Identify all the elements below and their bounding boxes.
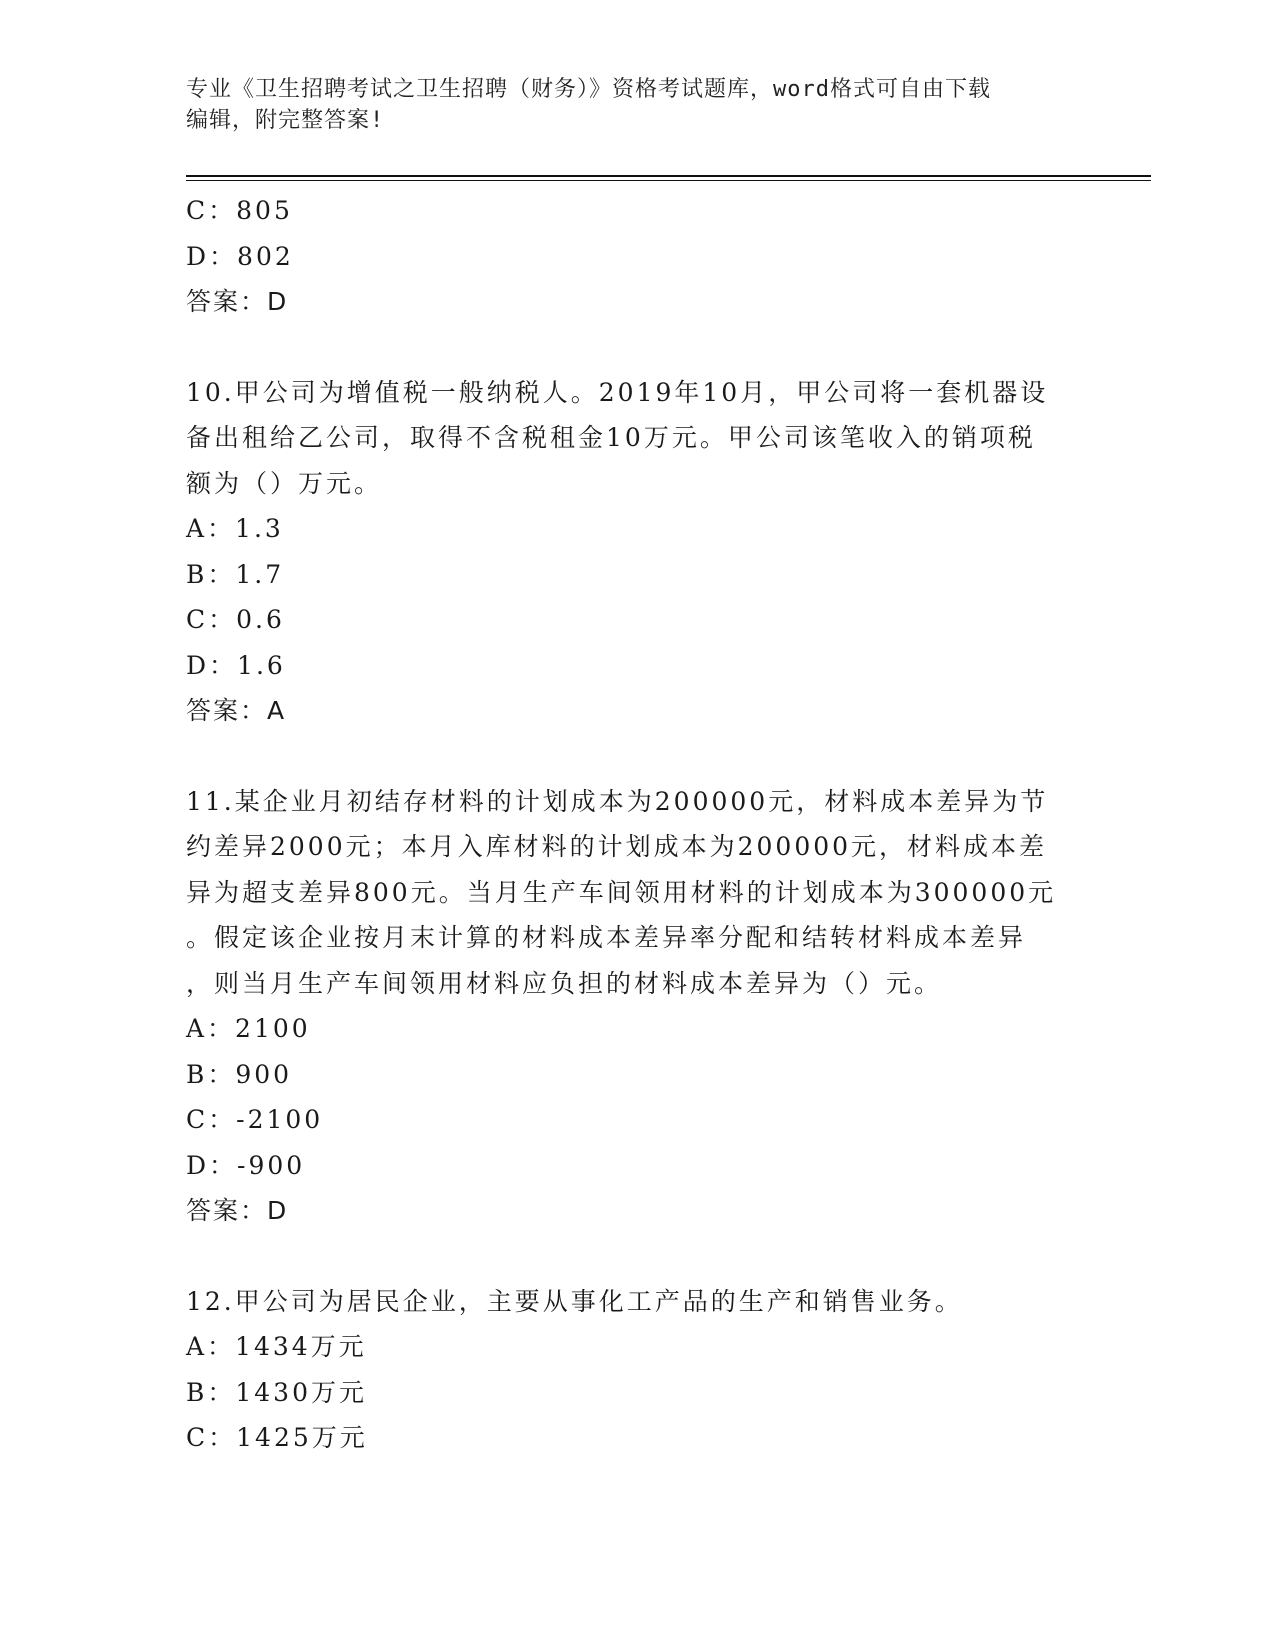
header-line-1: 专业《卫生招聘考试之卫生招聘（财务）》资格考试题库，word格式可自由下载 [186,77,991,102]
question-list [186,188,1076,1461]
question-text: 11.某企业月初结存材料的计划成本为200000元，材料成本差异为节 [186,786,1049,816]
answer: 答案：D [186,287,289,316]
header-divider-thick [186,175,1151,177]
option-b: B：1.7 [186,559,285,589]
question-text: 12.甲公司为居民企业，主要从事化工产品的生产和销售业务。 [186,1286,963,1316]
question-text: 10.甲公司为增值税一般纳税人。2019年10月，甲公司将一套机器设 [186,377,1049,407]
question-text: 。假定该企业按月末计算的材料成本差异率分配和结转材料成本差异 [186,923,1027,952]
option-a: A：1434万元 [186,1332,367,1361]
header-line-2: 编辑，附完整答案! [186,108,385,133]
option-d: D：1.6 [186,650,286,680]
option-b: B：900 [186,1059,293,1089]
option-a: A：1.3 [186,514,284,543]
spacer [186,1234,1076,1279]
answer: 答案：D [186,1196,289,1225]
question-text: 额为（）万元。 [186,468,383,498]
option-c: C：805 [186,196,293,225]
option-c: C：-2100 [186,1105,324,1134]
question-11 [186,779,1076,1234]
option-c: C：0.6 [186,605,285,634]
document-header [186,74,1086,136]
option-a: A：2100 [186,1014,311,1043]
spacer [186,734,1076,779]
question-text: 约差异2000元；本月入库材料的计划成本为200000元，材料成本差 [186,832,1048,861]
question-text: ，则当月生产车间领用材料应负担的材料成本差异为（）元。 [186,968,943,998]
option-c: C：1425万元 [186,1423,368,1452]
question-9 [186,188,1076,325]
question-12 [186,1279,1076,1461]
answer: 答案：A [186,696,287,725]
question-10 [186,370,1076,734]
question-text: 异为超支差异800元。当月生产车间领用材料的计划成本为300000元 [186,877,1057,907]
spacer [186,325,1076,370]
option-d: D：-900 [186,1150,306,1180]
option-d: D：802 [186,241,294,271]
header-divider-thin [186,180,1151,181]
question-text: 备出租给乙公司，取得不含税租金10万元。甲公司该笔收入的销项税 [186,423,1036,452]
option-b: B：1430万元 [186,1377,367,1407]
